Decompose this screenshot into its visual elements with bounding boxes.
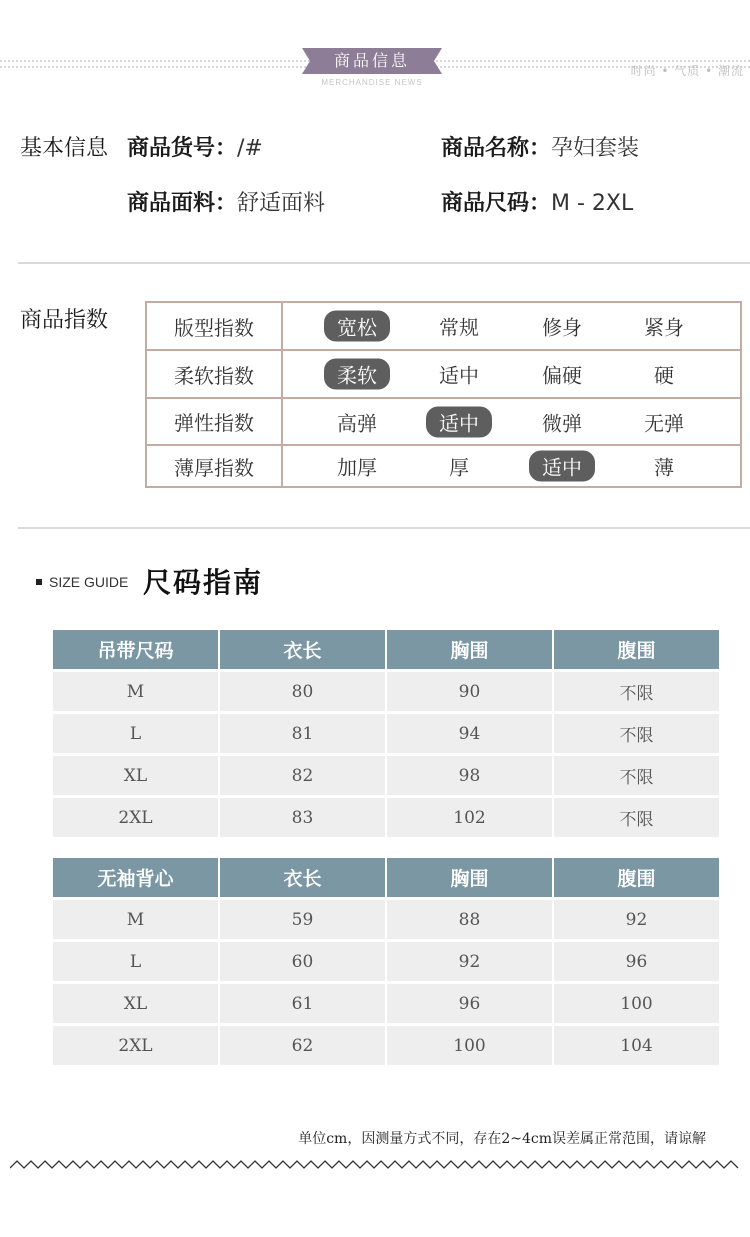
banner-title: 商品信息 [333,51,410,70]
index-option: 适中 [439,363,479,388]
index-option: 高弹 [337,411,377,435]
table-cell: 104 [554,1026,719,1065]
index-option-selected: 宽松 [324,311,390,342]
table-cell: 82 [220,756,385,795]
index-option: 偏硬 [542,363,582,388]
table-header-cell: 衣长 [220,858,385,897]
index-row [147,349,740,397]
basic-info-label: 基本信息 [20,136,109,161]
table-cell: 100 [554,984,719,1023]
table-header-cell: 腹围 [554,630,719,669]
table-cell: 2XL [53,798,218,837]
index-option: 硬 [654,363,674,388]
table-cell: M [53,672,218,711]
table-cell: 不限 [554,756,719,795]
field-size [441,186,633,217]
table-header-cell: 无袖背心 [53,858,218,897]
table-cell: 61 [220,984,385,1023]
banner-subtitle: MERCHANDISE NEWS [321,78,423,87]
index-option: 修身 [542,315,582,340]
index-option: 常规 [439,315,479,340]
table-cell: 不限 [554,672,719,711]
table-cell: 81 [220,714,385,753]
index-option: 微弹 [542,411,582,435]
table-header-cell: 胸围 [387,858,552,897]
table-cell: L [53,714,218,753]
table-cell: 90 [387,672,552,711]
table-cell: 80 [220,672,385,711]
table-cell: XL [53,984,218,1023]
size-guide-title: 尺码指南 [143,566,264,599]
index-option: 加厚 [337,455,377,480]
index-option: 厚 [449,455,469,480]
index-row-name: 弹性指数 [147,399,283,444]
field-fabric-value: 舒适面料 [237,191,326,216]
table-cell: L [53,942,218,981]
table-cell: 96 [554,942,719,981]
product-index-label: 商品指数 [20,308,109,333]
section-banner [302,48,442,74]
field-size-value: M - 2XL [551,191,634,216]
index-option-selected: 适中 [529,451,595,482]
table-cell: 不限 [554,798,719,837]
index-row [147,444,740,486]
table-header-cell: 腹围 [554,858,719,897]
index-row [147,303,740,349]
table-cell: 100 [387,1026,552,1065]
header-tagline: 时尚 • 气质 • 潮流 [630,64,744,78]
field-sku-value: /# [237,136,263,161]
index-option: 薄 [654,455,674,480]
table-cell: 102 [387,798,552,837]
index-option: 无弹 [644,411,684,435]
index-option-selected: 柔软 [324,359,390,390]
divider [18,262,750,264]
size-guide-prefix: SIZE GUIDE [49,574,129,590]
table-cell: 88 [387,900,552,939]
table-cell: 94 [387,714,552,753]
index-option: 紧身 [644,315,684,340]
field-fabric-key: 商品面料： [127,191,238,216]
table-cell: 98 [387,756,552,795]
field-name [441,131,639,162]
field-name-key: 商品名称： [441,136,552,161]
index-row-name: 柔软指数 [147,351,283,397]
table-header-cell: 衣长 [220,630,385,669]
field-sku-key: 商品货号： [127,136,238,161]
table-cell: 83 [220,798,385,837]
divider [18,527,750,529]
index-row-name: 版型指数 [147,303,283,349]
table-cell: 不限 [554,714,719,753]
table-header-cell: 吊带尺码 [53,630,218,669]
index-row-name: 薄厚指数 [147,446,283,486]
field-fabric [127,186,325,217]
table-cell: 62 [220,1026,385,1065]
table-cell: 92 [554,900,719,939]
index-row [147,397,740,444]
table-cell: 96 [387,984,552,1023]
zigzag-divider [10,1158,742,1172]
table-header-cell: 胸围 [387,630,552,669]
bullet-square-icon [36,579,42,585]
product-index-table [145,301,742,488]
measurement-note: 单位cm，因测量方式不同，存在2~4cm误差属正常范围，请谅解 [298,1131,706,1147]
table-cell: 2XL [53,1026,218,1065]
index-option-selected: 适中 [426,406,492,437]
field-sku [127,131,263,162]
field-size-key: 商品尺码： [441,191,552,216]
table-cell: 92 [387,942,552,981]
table-cell: 60 [220,942,385,981]
field-name-value: 孕妇套装 [551,136,640,161]
table-cell: XL [53,756,218,795]
table-cell: M [53,900,218,939]
table-cell: 59 [220,900,385,939]
